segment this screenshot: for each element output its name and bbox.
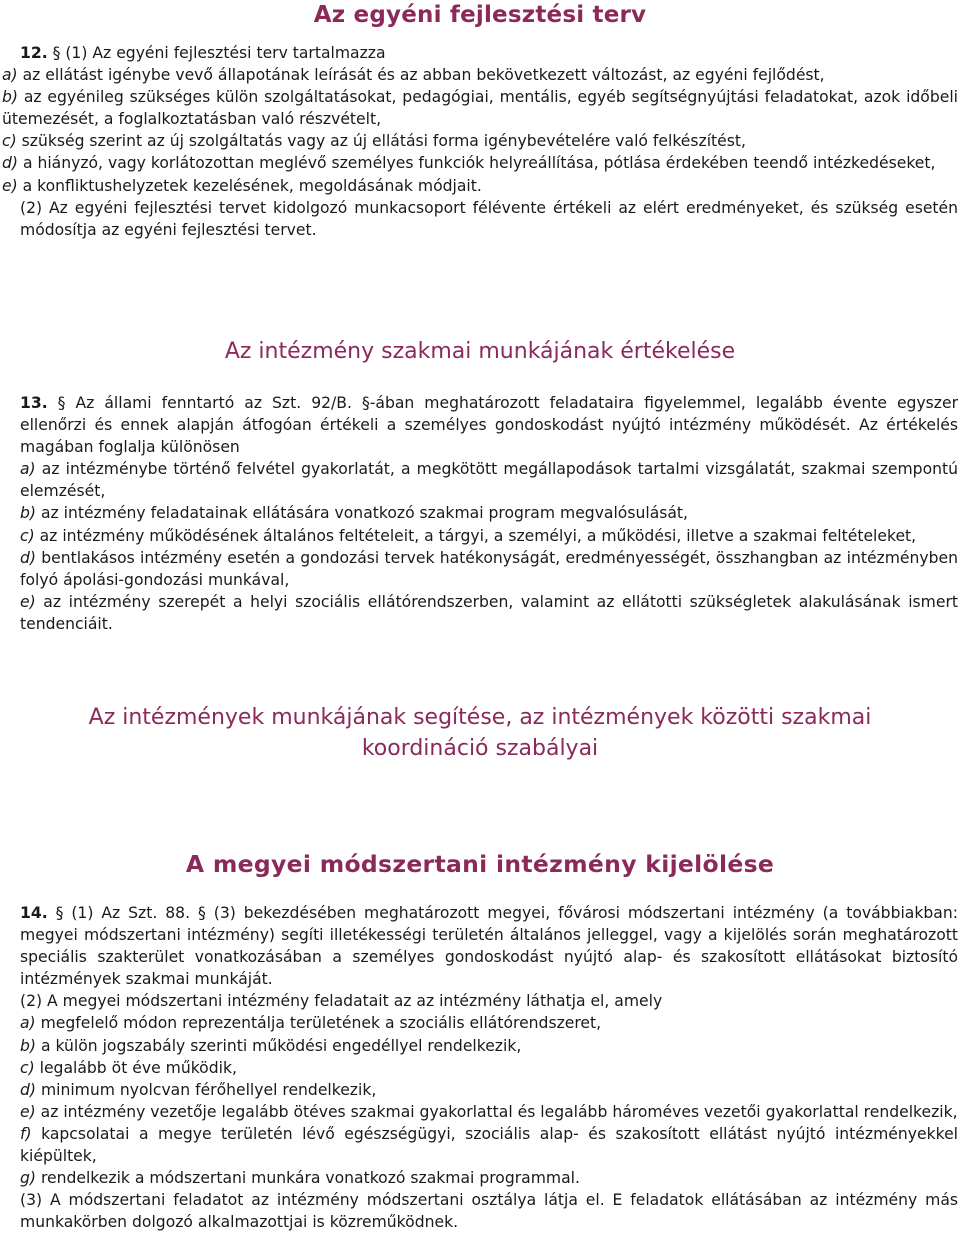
list-item-b: b) a külön jogszabály szerinti működési engedéllyel rendelkezik, xyxy=(20,1036,522,1055)
paragraph-12-2: (2) Az egyéni fejlesztési tervet kidolgozó munkacsoport félévente értékeli az elért eredményeket, és szükség esetén módosítja az egyéni fejlesztési tervet. xyxy=(20,198,958,239)
heading-county-methodology-institution: A megyei módszertani intézmény kijelölése xyxy=(185,850,775,878)
list-item-e: e) a konfliktushelyzetek kezelésének, megoldásának módjait. xyxy=(2,176,482,195)
section-sign: § xyxy=(52,44,61,62)
paragraph-14-2: (2) A megyei módszertani intézmény feladatait az az intézmény láthatja el, amely xyxy=(20,992,663,1011)
list-item-e: e) az intézmény szerepét a helyi szociális ellátórendszerben, valamint az ellátotti szükségletek alakulásának ismert tendenciáit. xyxy=(20,592,958,633)
paragraph-number: 12. xyxy=(20,44,48,62)
list-item-c: c) az intézmény működésének általános feltételeit, a tárgyi, a személyi, a működési, illetve a szakmai feltételeket, xyxy=(20,526,917,545)
heading-professional-evaluation: Az intézmény szakmai munkájának értékelése xyxy=(224,339,736,364)
section-13 xyxy=(2,392,958,635)
list-item-e: e) az intézmény vezetője legalább ötéves szakmai gyakorlattal és legalább hároméves vezetői gyakorlattal rendelkezik, xyxy=(20,1102,958,1121)
paragraph-13: 13. § Az állami fenntartó az Szt. 92/B. §-ában meghatározott feladataira figyelemmel, legalább évente egyszer ellenőrzi és ennek alapján átfogóan értékeli a személyes gondoskodást nyújtó intézmény működését. Az értékelés magában foglalja különösen xyxy=(20,394,958,457)
list-item-f: f) kapcsolatai a megye területén lévő egészségügyi, szociális alap- és szakosított ellátást nyújtó intézményekkel kiépültek, xyxy=(20,1124,958,1166)
heading-individual-development-plan: Az egyéni fejlesztési terv xyxy=(313,2,647,28)
paragraph-number: 14. xyxy=(20,904,48,922)
paragraph-14-3: (3) A módszertani feladatot az intézmény módszertani osztálya látja el. E feladatok ellátásában az intézmény más munkakörben dolgozó alkalmazottjai is közreműködnek. xyxy=(20,1191,958,1232)
list-item-c: c) legalább öt éve működik, xyxy=(20,1058,237,1077)
paragraph-number: 13. xyxy=(20,394,48,412)
paragraph-14-1: 14. § (1) Az Szt. 88. § (3) bekezdésében meghatározott megyei, fővárosi módszertani intézmény (a továbbiakban: megyei módszertani intézmény) segíti illetékességi területén általános jelleggel, vagy a kijelölés során meghatározott speciális szakterület vonatkozásában a személyes gondoskodást nyújtó alap- és szakosított ellátásokat biztosító intézmények szakmai munkáját. xyxy=(20,904,958,989)
list-item-c: c) szükség szerint az új szolgáltatás vagy az új ellátási forma igénybevételére való felkészítést, xyxy=(2,132,746,151)
list-item-a: a) az ellátást igénybe vevő állapotának leírását és az abban bekövetkezett változást, az egyéni fejlődést, xyxy=(2,66,825,85)
list-item-d: d) bentlakásos intézmény esetén a gondozási tervek hatékonyságát, eredményességét, összhangban az intézményben folyó ápolási-gondozási munkával, xyxy=(20,548,958,589)
list-item-d: d) minimum nyolcvan férőhellyel rendelkezik, xyxy=(20,1080,377,1099)
list-item-a: a) megfelelő módon reprezentálja területének a szociális ellátórendszeret, xyxy=(20,1014,602,1033)
section-sign: § xyxy=(57,394,66,412)
list-item-b: b) az intézmény feladatainak ellátására vonatkozó szakmai program megvalósulását, xyxy=(20,504,688,523)
paragraph-12-1: 12. § (1) Az egyéni fejlesztési terv tartalmazza xyxy=(20,44,386,62)
section-sign: § xyxy=(55,904,64,922)
list-item-d: d) a hiányzó, vagy korlátozottan meglévő személyes funkciók helyreállítása, pótlása érdekében teendő intézkedéseket, xyxy=(2,154,936,173)
list-item-b: b) az egyénileg szükséges külön szolgáltatásokat, pedagógiai, mentális, egyéb segítségnyújtási feladatokat, azok időbeli ütemezését, a foglalkoztatásban való részvételt, xyxy=(2,88,958,129)
list-item-a: a) az intézménybe történő felvétel gyakorlatát, a megkötött megállapodások tartalmi vizsgálatát, szakmai szempontú elemzését, xyxy=(20,460,958,501)
heading-coordination-rules: Az intézmények munkájának segítése, az intézmények közötti szakmai koordináció szabályai xyxy=(88,705,872,761)
section-14 xyxy=(2,902,958,1233)
list-item-g: g) rendelkezik a módszertani munkára vonatkozó szakmai programmal. xyxy=(20,1169,580,1188)
section-12 xyxy=(2,42,958,241)
